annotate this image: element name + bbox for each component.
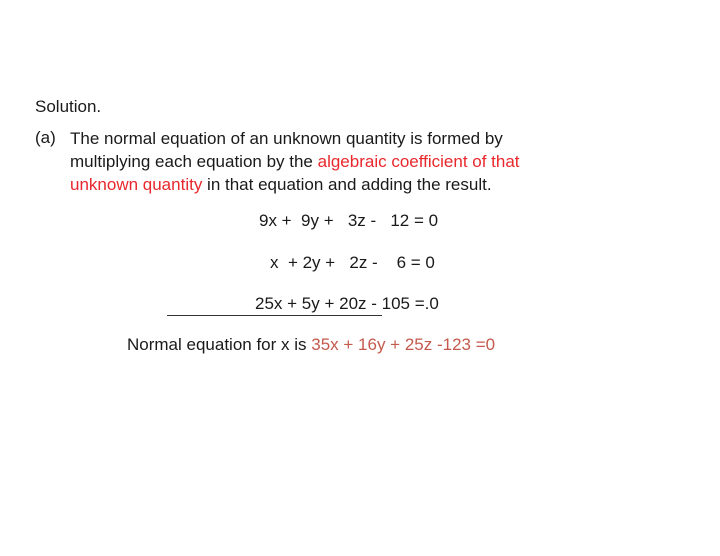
part-a-paragraph <box>70 127 710 196</box>
paragraph-line-1: The normal equation of an unknown quantity is formed by <box>70 129 503 148</box>
result-equation: 35x + 16y + 25z -123 =0 <box>311 335 496 354</box>
equation-2: x + 2y + 2z - 6 = 0 <box>270 253 435 272</box>
paragraph-text: multiplying each equation by the <box>70 152 318 171</box>
part-label: (a) <box>35 128 56 147</box>
highlight-text: unknown quantity <box>70 175 203 194</box>
equation-1: 9x + 9y + 3z - 12 = 0 <box>259 211 439 230</box>
result-prefix: Normal equation for x is <box>127 335 312 354</box>
sum-divider-line <box>167 315 382 316</box>
paragraph-line-2 <box>70 150 710 173</box>
highlight-text: algebraic coefficient of that <box>317 152 520 171</box>
paragraph-text: in that equation and adding the result. <box>202 175 492 194</box>
equation-sum: 25x + 5y + 20z - 105 =.0 <box>255 294 439 313</box>
normal-equation-result <box>127 334 495 356</box>
solution-heading: Solution. <box>35 97 102 116</box>
paragraph-line-3 <box>70 173 710 196</box>
